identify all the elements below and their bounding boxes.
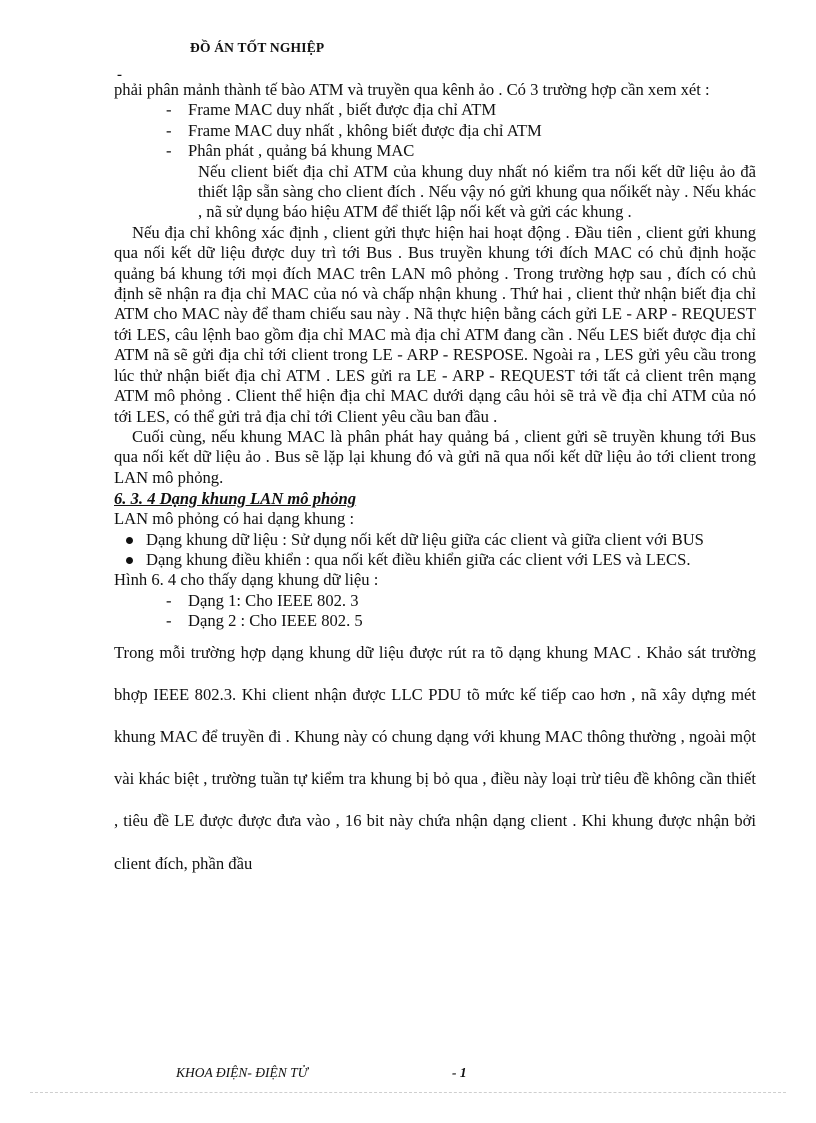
unknown-address-paragraph: Nếu địa chỉ không xác định , client gửi thực hiện hai hoạt động . Đầu tiên , client gửi khung qua nối kết dữ liệu được duy trì tới Bus . Bus truyền khung tới đích MAC có chủ định hoặc quảng bá khung tới mọi đích MAC trên LAN mô phỏng . Trong trường hợp sau , đích có chủ định sẽ nhận ra địa chỉ MAC của nó và chấp nhận khung . Thứ hai , client thử nhận biết địa chỉ ATM cho MAC này để tham chiếu sau này . Nã thực hiện bằng cách gửi LE - ARP - REQUEST tới LES, câu lệnh bao gồm địa chỉ MAC mà địa chỉ ATM đang cần . Nếu LES biết được địa chỉ ATM nã sẽ gửi địa chỉ tới client trong LE - ARP - RESPOSE. Ngoài ra , LES gửi yêu cầu trong lúc thử nhận biết địa chỉ ATM . LES gửi ra LE - ARP - REQUEST tới tất cả client trên mạng ATM mô phỏng . Client thể hiện địa chỉ MAC dưới dạng câu hỏi sẽ trả về địa chỉ ATM của nó tới LES, có thể gửi trả địa chỉ tới Client yêu cầu ban đầu .	[114, 222, 756, 426]
closing-paragraph: Trong mỗi trường hợp dạng khung dữ liệu được rút ra tõ dạng khung MAC . Khảo sát trường bhợp IEEE 802.3. Khi client nhận được LLC PDU tõ mức kế tiếp cao hơn , nã xây dựng mét khung MAC để truyền đi . Khung này có chung dạng với khung MAC thông thường , ngoài một vài khác biệt , trường tuần tự kiểm tra khung bị bỏ qua , điều này loại trừ tiêu đề không cần thiết , tiêu đề LE được được đưa vào , 16 bit này chứa nhận dạng client . Khi khung được nhận bởi client đích, phần đầu	[114, 642, 756, 873]
format-item: - Dạng 2 : Cho IEEE 802. 5	[166, 611, 756, 631]
figure-reference: Hình 6. 4 cho thấy dạng khung dữ liệu :	[114, 570, 379, 590]
footer-faculty: KHOA ĐIỆN- ĐIỆN TỬ	[176, 1065, 308, 1080]
frame-type-item: Dạng khung dữ liệu : Sử dụng nối kết dữ liệu giữa các client và giữa client với BUS	[124, 530, 756, 550]
frame-type-list	[114, 530, 756, 571]
case-item: - Frame MAC duy nhất , không biết được địa chỉ ATM	[166, 121, 756, 141]
intro-paragraph: phải phân mảnh thành tế bào ATM và truyền qua kênh ảo . Có 3 trường hợp cần xem xét :	[114, 80, 710, 99]
format-item: - Dạng 1: Cho IEEE 802. 3	[166, 591, 756, 611]
case-list	[114, 100, 756, 161]
page-header-title: ĐỒ ÁN TỐT NGHIỆP	[190, 40, 325, 55]
case-item: - Frame MAC duy nhất , biết được địa chỉ ATM	[166, 100, 756, 120]
case-item: - Phân phát , quảng bá khung MAC	[166, 141, 756, 161]
page-body	[114, 80, 756, 885]
frame-type-item: Dạng khung điều khiển : qua nối kết điều khiển giữa các client với LES và LECS.	[124, 550, 756, 570]
footer-page-number: - 1	[452, 1065, 467, 1080]
page-bottom-divider	[30, 1092, 786, 1093]
section-heading: 6. 3. 4 Dạng khung LAN mô phỏng	[114, 489, 357, 509]
final-paragraph: Cuối cùng, nếu khung MAC là phân phát hay quảng bá , client gửi sẽ truyền khung tới Bus qua nối kết dữ liệu ảo . Bus sẽ lặp lại khung đó và gửi nã qua nối kết dữ liệu ảo tới client trong LAN mô phỏng.	[114, 426, 756, 487]
stray-dash: -	[117, 67, 122, 83]
section-intro: LAN mô phỏng có hai dạng khung :	[114, 509, 355, 529]
case-detail-paragraph: Nếu client biết địa chỉ ATM của khung duy nhất nó kiểm tra nối kết dữ liệu ảo đã thiết lập sẵn sàng cho client đích . Nếu vậy nó gửi khung qua nốikết này . Nếu khác , nã sử dụng báo hiệu ATM để thiết lập nối kết và gửi các khung .	[198, 161, 756, 222]
format-list	[114, 591, 756, 632]
